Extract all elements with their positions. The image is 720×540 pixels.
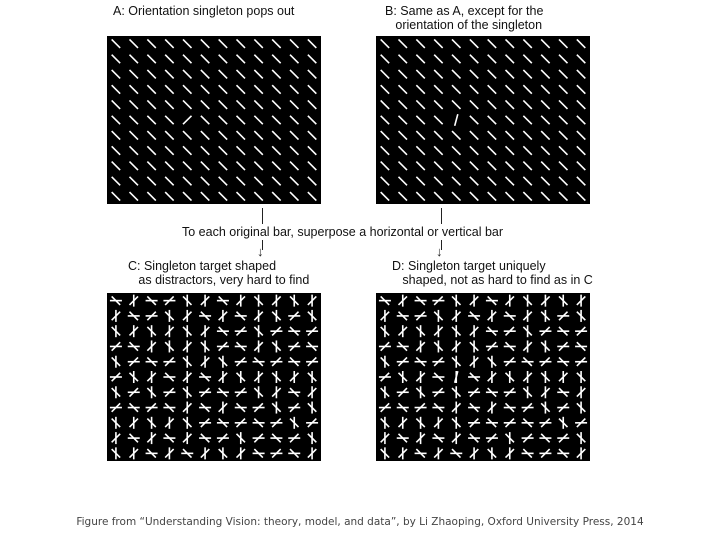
distractor-bar: [416, 70, 424, 78]
distractor-bar: [237, 100, 245, 108]
distractor-bar: [399, 177, 407, 185]
distractor-bar: [399, 39, 407, 47]
distractor-bar: [559, 131, 567, 139]
distractor-bar: [147, 39, 155, 47]
panel-b-label: B: Same as A, except for the orientation of the singleton: [385, 4, 544, 32]
distractor-bar: [381, 131, 389, 139]
distractor-bar: [470, 85, 478, 93]
distractor-bar: [237, 55, 245, 63]
arrow-down-right-icon: ↓: [436, 244, 443, 259]
distractor-bar: [523, 116, 531, 124]
figure-caption: Figure from “Understanding Vision: theory, model, and data”, by Li Zhaoping, Oxford University Press, 2014: [76, 516, 644, 528]
distractor-bar: [523, 100, 531, 108]
distractor-bar: [290, 100, 298, 108]
distractor-bar: [308, 100, 316, 108]
distractor-bar: [381, 70, 389, 78]
distractor-bar: [434, 85, 442, 93]
distractor-bar: [165, 177, 173, 185]
distractor-bar: [147, 116, 155, 124]
target-bar: [455, 114, 458, 126]
distractor-bar: [254, 100, 262, 108]
distractor-bar: [183, 192, 191, 200]
distractor-bar: [416, 192, 424, 200]
distractor-bar: [523, 192, 531, 200]
distractor-bar: [201, 39, 209, 47]
distractor-bar: [470, 131, 478, 139]
distractor-bar: [254, 55, 262, 63]
distractor-bar: [381, 55, 389, 63]
distractor-bar: [290, 70, 298, 78]
distractor-bar: [237, 146, 245, 154]
distractor-bar: [308, 162, 316, 170]
distractor-bar: [399, 131, 407, 139]
distractor-bar: [237, 131, 245, 139]
distractor-bar: [506, 146, 514, 154]
distractor-bar: [559, 85, 567, 93]
distractor-bar: [452, 100, 460, 108]
distractor-bar: [165, 100, 173, 108]
distractor-bar: [523, 85, 531, 93]
distractor-bar: [470, 177, 478, 185]
distractor-bar: [434, 39, 442, 47]
distractor-bar: [381, 162, 389, 170]
distractor-bar: [577, 39, 585, 47]
distractor-bar: [488, 85, 496, 93]
distractor-bar: [399, 116, 407, 124]
distractor-bar: [452, 55, 460, 63]
distractor-bar: [488, 177, 496, 185]
distractor-bar: [272, 55, 280, 63]
distractor-bar: [434, 55, 442, 63]
distractor-bar: [130, 162, 138, 170]
distractor-bar: [130, 177, 138, 185]
distractor-bar: [237, 116, 245, 124]
distractor-bar: [201, 85, 209, 93]
distractor-bar: [577, 131, 585, 139]
distractor-bar: [434, 192, 442, 200]
distractor-bar: [559, 70, 567, 78]
distractor-bar: [272, 100, 280, 108]
distractor-bar: [541, 100, 549, 108]
distractor-bar: [201, 177, 209, 185]
distractor-bar: [523, 70, 531, 78]
distractor-bar: [434, 100, 442, 108]
distractor-bar: [308, 85, 316, 93]
distractor-bar: [541, 131, 549, 139]
distractor-bar: [201, 192, 209, 200]
distractor-bar: [541, 39, 549, 47]
distractor-bar: [290, 131, 298, 139]
distractor-bar: [399, 162, 407, 170]
distractor-bar: [470, 146, 478, 154]
distractor-bar: [290, 192, 298, 200]
distractor-bar: [541, 85, 549, 93]
distractor-bar: [308, 55, 316, 63]
distractor-bar: [308, 116, 316, 124]
distractor-bar: [541, 55, 549, 63]
distractor-bar: [219, 100, 227, 108]
distractor-bar: [381, 146, 389, 154]
distractor-bar: [559, 100, 567, 108]
distractor-bar: [399, 192, 407, 200]
distractor-bar: [577, 177, 585, 185]
distractor-bar: [506, 131, 514, 139]
distractor-bar: [506, 100, 514, 108]
panel-b-image: [376, 36, 590, 204]
distractor-bar: [399, 70, 407, 78]
distractor-bar: [577, 162, 585, 170]
distractor-bar: [183, 146, 191, 154]
distractor-bar: [254, 146, 262, 154]
distractor-bar: [523, 146, 531, 154]
distractor-bar: [541, 116, 549, 124]
distractor-bar: [272, 146, 280, 154]
distractor-bar: [506, 177, 514, 185]
distractor-bar: [523, 55, 531, 63]
distractor-bar: [399, 146, 407, 154]
distractor-bar: [416, 131, 424, 139]
distractor-bar: [165, 85, 173, 93]
distractor-bar: [452, 162, 460, 170]
distractor-bar: [201, 70, 209, 78]
middle-instruction: To each original bar, superpose a horizontal or vertical bar: [182, 225, 504, 239]
distractor-bar: [434, 177, 442, 185]
distractor-bar: [219, 177, 227, 185]
distractor-bar: [272, 131, 280, 139]
distractor-bar: [183, 70, 191, 78]
distractor-bar: [237, 70, 245, 78]
distractor-bar: [416, 177, 424, 185]
distractor-bar: [201, 100, 209, 108]
distractor-bar: [237, 162, 245, 170]
distractor-bar: [254, 131, 262, 139]
distractor-bar: [112, 177, 120, 185]
panel-a-bars: [107, 36, 321, 204]
panel-c-label: C: Singleton target shaped as distractors, very hard to find: [128, 259, 310, 287]
distractor-bar: [381, 100, 389, 108]
distractor-bar: [183, 55, 191, 63]
distractor-bar: [165, 39, 173, 47]
distractor-bar: [290, 116, 298, 124]
distractor-bar: [254, 162, 262, 170]
distractor-bar: [488, 192, 496, 200]
distractor-bar: [434, 162, 442, 170]
distractor-bar: [290, 39, 298, 47]
distractor-bar: [112, 85, 120, 93]
distractor-bar: [506, 70, 514, 78]
distractor-bar: [201, 162, 209, 170]
distractor-bar: [130, 192, 138, 200]
distractor-bar: [183, 85, 191, 93]
distractor-bar: [416, 55, 424, 63]
distractor-bar: [523, 162, 531, 170]
distractor-bar: [219, 131, 227, 139]
distractor-bar: [399, 100, 407, 108]
distractor-bar: [272, 162, 280, 170]
distractor-bar: [381, 85, 389, 93]
distractor-bar: [165, 162, 173, 170]
distractor-bar: [523, 177, 531, 185]
distractor-bar: [523, 131, 531, 139]
distractor-bar: [290, 162, 298, 170]
distractor-bar: [165, 192, 173, 200]
panel-d-bars: [376, 293, 590, 461]
distractor-bar: [112, 146, 120, 154]
distractor-bar: [308, 177, 316, 185]
distractor-bar: [183, 131, 191, 139]
distractor-bar: [470, 55, 478, 63]
distractor-bar: [254, 192, 262, 200]
distractor-bar: [272, 116, 280, 124]
distractor-bar: [416, 146, 424, 154]
distractor-bar: [381, 177, 389, 185]
distractor-bar: [237, 177, 245, 185]
distractor-bar: [201, 131, 209, 139]
distractor-bar: [416, 162, 424, 170]
distractor-bar: [130, 131, 138, 139]
distractor-bar: [290, 85, 298, 93]
distractor-bar: [130, 70, 138, 78]
distractor-bar: [237, 85, 245, 93]
distractor-bar: [112, 131, 120, 139]
panel-b-bars: [376, 36, 590, 204]
distractor-bar: [272, 192, 280, 200]
distractor-bar: [112, 70, 120, 78]
distractor-bar: [254, 177, 262, 185]
distractor-bar: [201, 116, 209, 124]
distractor-bar: [219, 192, 227, 200]
panel-c-bars: [107, 293, 321, 461]
distractor-bar: [452, 39, 460, 47]
distractor-bar: [308, 70, 316, 78]
distractor-bar: [290, 146, 298, 154]
panel-d-label: D: Singleton target uniquely shaped, not as hard to find as in C: [392, 259, 593, 287]
distractor-bar: [559, 55, 567, 63]
distractor-bar: [559, 116, 567, 124]
distractor-bar: [201, 55, 209, 63]
distractor-bar: [434, 116, 442, 124]
distractor-bar: [577, 100, 585, 108]
distractor-bar: [577, 70, 585, 78]
distractor-bar: [452, 131, 460, 139]
distractor-bar: [470, 162, 478, 170]
distractor-bar: [488, 116, 496, 124]
distractor-bar: [147, 100, 155, 108]
distractor-bar: [506, 162, 514, 170]
distractor-bar: [219, 55, 227, 63]
distractor-bar: [488, 100, 496, 108]
distractor-bar: [541, 177, 549, 185]
distractor-bar: [147, 162, 155, 170]
distractor-bar: [577, 146, 585, 154]
distractor-bar: [237, 39, 245, 47]
distractor-bar: [183, 177, 191, 185]
distractor-bar: [541, 162, 549, 170]
distractor-bar: [290, 177, 298, 185]
distractor-bar: [541, 146, 549, 154]
panel-c-image: [107, 293, 321, 461]
distractor-bar: [272, 70, 280, 78]
connector-left-top: [262, 208, 263, 224]
distractor-bar: [219, 116, 227, 124]
distractor-bar: [577, 85, 585, 93]
arrow-down-left-icon: ↓: [257, 244, 264, 259]
distractor-bar: [130, 55, 138, 63]
distractor-bar: [470, 192, 478, 200]
distractor-bar: [452, 192, 460, 200]
distractor-bar: [452, 177, 460, 185]
distractor-bar: [381, 116, 389, 124]
distractor-bar: [559, 177, 567, 185]
distractor-bar: [183, 39, 191, 47]
distractor-bar: [308, 39, 316, 47]
distractor-bar: [165, 55, 173, 63]
distractor-bar: [416, 100, 424, 108]
distractor-bar: [452, 70, 460, 78]
distractor-bar: [470, 100, 478, 108]
distractor-bar: [506, 192, 514, 200]
distractor-bar: [165, 146, 173, 154]
distractor-bar: [130, 39, 138, 47]
distractor-bar: [147, 146, 155, 154]
distractor-bar: [559, 39, 567, 47]
distractor-bar: [112, 39, 120, 47]
distractor-bar: [506, 55, 514, 63]
distractor-bar: [308, 192, 316, 200]
distractor-bar: [112, 162, 120, 170]
distractor-bar: [183, 100, 191, 108]
connector-right-top: [441, 208, 442, 224]
distractor-bar: [470, 39, 478, 47]
distractor-bar: [147, 55, 155, 63]
distractor-bar: [165, 70, 173, 78]
distractor-bar: [112, 55, 120, 63]
distractor-bar: [577, 192, 585, 200]
distractor-bar: [506, 39, 514, 47]
distractor-bar: [130, 116, 138, 124]
distractor-bar: [254, 70, 262, 78]
distractor-bar: [219, 39, 227, 47]
distractor-bar: [416, 85, 424, 93]
distractor-bar: [488, 131, 496, 139]
distractor-bar: [541, 70, 549, 78]
distractor-bar: [272, 39, 280, 47]
distractor-bar: [399, 55, 407, 63]
distractor-bar: [290, 55, 298, 63]
distractor-bar: [219, 70, 227, 78]
distractor-bar: [272, 177, 280, 185]
distractor-bar: [416, 116, 424, 124]
distractor-bar: [183, 162, 191, 170]
distractor-bar: [488, 70, 496, 78]
distractor-bar: [254, 39, 262, 47]
distractor-bar: [219, 146, 227, 154]
distractor-bar: [577, 116, 585, 124]
distractor-bar: [147, 70, 155, 78]
distractor-bar: [254, 116, 262, 124]
distractor-bar: [147, 192, 155, 200]
distractor-bar: [434, 131, 442, 139]
distractor-bar: [201, 146, 209, 154]
distractor-bar: [308, 131, 316, 139]
distractor-bar: [399, 85, 407, 93]
distractor-bar: [147, 85, 155, 93]
distractor-bar: [488, 146, 496, 154]
distractor-bar: [308, 146, 316, 154]
distractor-bar: [130, 85, 138, 93]
distractor-bar: [147, 131, 155, 139]
distractor-bar: [452, 85, 460, 93]
distractor-bar: [434, 70, 442, 78]
distractor-bar: [219, 85, 227, 93]
distractor-bar: [434, 146, 442, 154]
distractor-bar: [112, 192, 120, 200]
distractor-bar: [488, 39, 496, 47]
panel-a-image: [107, 36, 321, 204]
distractor-bar: [523, 39, 531, 47]
distractor-bar: [416, 39, 424, 47]
distractor-bar: [488, 55, 496, 63]
distractor-bar: [219, 162, 227, 170]
distractor-bar: [147, 177, 155, 185]
distractor-bar: [237, 192, 245, 200]
distractor-bar: [470, 116, 478, 124]
distractor-bar: [254, 85, 262, 93]
distractor-bar: [165, 116, 173, 124]
distractor-bar: [130, 146, 138, 154]
distractor-bar: [165, 131, 173, 139]
distractor-bar: [452, 146, 460, 154]
distractor-bar: [470, 70, 478, 78]
distractor-bar: [541, 192, 549, 200]
panel-d-image: [376, 293, 590, 461]
distractor-bar: [506, 85, 514, 93]
target-bar: [183, 116, 191, 124]
distractor-bar: [112, 100, 120, 108]
distractor-bar: [381, 192, 389, 200]
distractor-bar: [506, 116, 514, 124]
distractor-bar: [130, 100, 138, 108]
distractor-bar: [577, 55, 585, 63]
distractor-bar: [272, 85, 280, 93]
distractor-bar: [559, 192, 567, 200]
distractor-bar: [559, 162, 567, 170]
distractor-bar: [559, 146, 567, 154]
distractor-bar: [381, 39, 389, 47]
distractor-bar: [488, 162, 496, 170]
panel-a-label: A: Orientation singleton pops out: [113, 4, 295, 18]
distractor-bar: [112, 116, 120, 124]
